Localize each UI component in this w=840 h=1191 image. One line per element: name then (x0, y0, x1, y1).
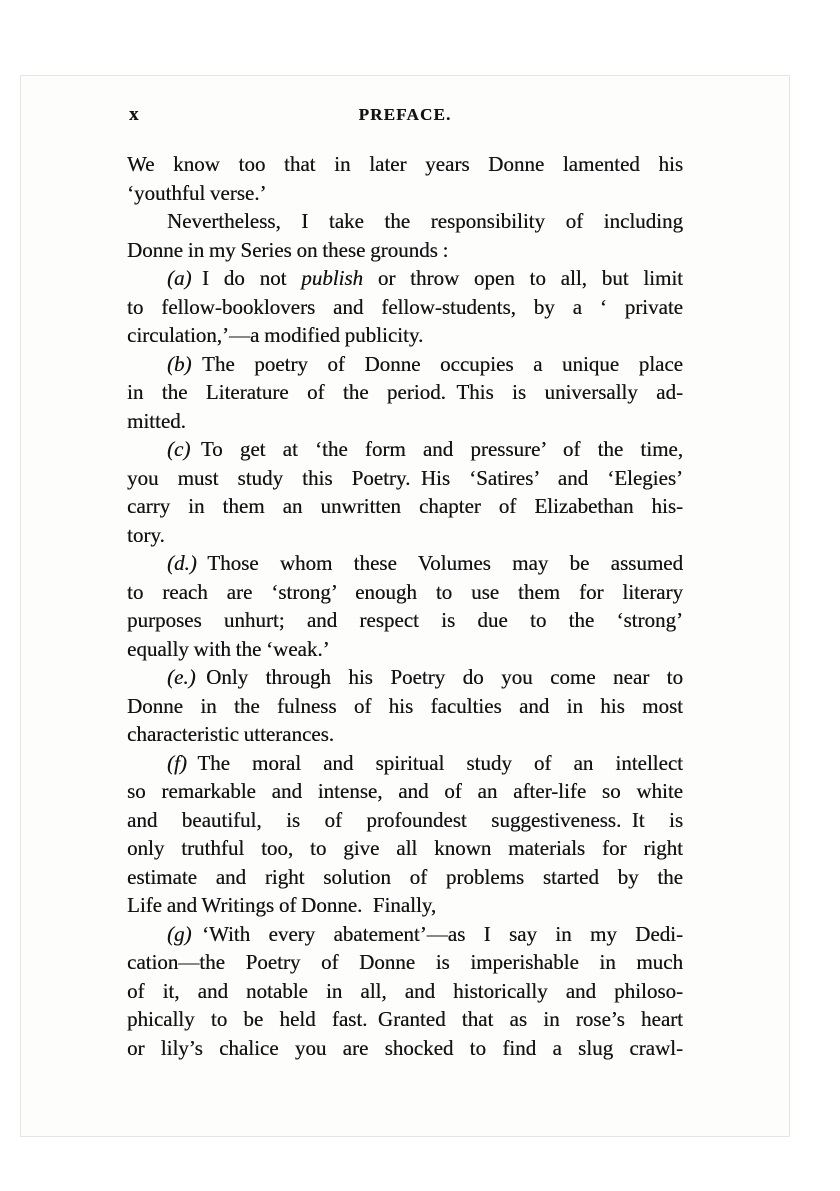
italic-text: (e.) (167, 665, 196, 689)
page-header (127, 104, 683, 126)
text-line (127, 806, 683, 835)
text-line (127, 150, 683, 179)
running-header-title: PREFACE. (358, 105, 452, 124)
body-text: To get at ‘the form and pressure’ of the time, (190, 437, 683, 461)
italic-text: publish (301, 266, 364, 290)
book-page-scan (20, 75, 790, 1137)
italic-text: (b) (167, 351, 192, 376)
text-line (127, 834, 683, 863)
body-text: circulation,’—a modified publicity. (127, 323, 424, 347)
text-line (127, 264, 683, 293)
body-text: estimate and right solution of problems started by the (127, 864, 683, 889)
body-text: ‘With every abatement’—as I say in my Dedi- (191, 921, 683, 946)
body-text: phically to be held fast. Granted that as in rose’s heart (127, 1007, 683, 1031)
body-text: of it, and notable in all, and historically and philoso- (127, 978, 683, 1003)
text-line (127, 863, 683, 892)
body-text: equally with the ‘weak.’ (127, 636, 330, 661)
body-text: you must study this Poetry. His ‘Satires’ and ‘Elegies’ (127, 465, 683, 490)
body-text: carry in them an unwritten chapter of Elizabethan his- (127, 494, 683, 518)
body-text: The moral and spiritual study of an intellect (186, 750, 683, 775)
body-text: or lily’s chalice you are shocked to find a slug crawl- (127, 1035, 683, 1060)
body-text: Those whom these Volumes may be assumed (196, 551, 683, 575)
text-line (127, 977, 683, 1006)
text-line (127, 749, 683, 778)
italic-text: (d.) (167, 551, 197, 575)
text-block (127, 150, 683, 1062)
body-text: or throw open to all, but limit (363, 266, 684, 290)
body-text: The poetry of Donne occupies a unique place (191, 351, 683, 376)
body-text: only truthful too, to give all known materials for right (127, 836, 683, 860)
body-text: and beautiful, is of profoundest suggestiveness. It is (127, 807, 683, 832)
text-line (127, 1005, 683, 1034)
text-line (127, 948, 683, 977)
italic-text: (c) (167, 437, 191, 461)
text-line (127, 692, 683, 721)
body-text: to reach are ‘strong’ enough to use them for literary (127, 579, 683, 604)
text-line (127, 207, 683, 236)
text-line (127, 378, 683, 407)
text-line (127, 663, 683, 692)
text-line (127, 1034, 683, 1063)
body-text: ‘youthful verse.’ (127, 180, 267, 205)
text-line (127, 492, 683, 521)
body-text: Donne in my Series on these grounds : (127, 237, 449, 262)
text-line (127, 293, 683, 322)
text-line (127, 920, 683, 949)
body-text: Donne in the fulness of his faculties and in his most (127, 693, 683, 718)
body-text: characteristic utterances. (127, 722, 335, 746)
body-text: so remarkable and intense, and of an after-life so white (127, 779, 683, 803)
text-line (127, 464, 683, 493)
text-line (127, 549, 683, 578)
page-number: x (129, 104, 139, 125)
body-text: to fellow-booklovers and fellow-students, by a ‘ private (127, 294, 683, 319)
body-text: Nevertheless, I take the responsibility of including (167, 209, 683, 233)
body-text: mitted. (127, 408, 186, 433)
body-text: I do not (191, 266, 302, 290)
text-line (127, 350, 683, 379)
italic-text: (a) (167, 266, 192, 290)
body-text: cation—the Poetry of Donne is imperishable in much (127, 950, 683, 974)
text-line (127, 777, 683, 806)
body-text: in the Literature of the period. This is universally ad- (127, 380, 683, 404)
body-text: tory. (127, 522, 165, 547)
body-text: Only through his Poetry do you come near to (195, 665, 683, 689)
text-line (127, 606, 683, 635)
text-line (127, 435, 683, 464)
italic-text: (f) (167, 750, 187, 775)
text-line (127, 578, 683, 607)
body-text: purposes unhurt; and respect is due to the ‘strong’ (127, 608, 683, 632)
italic-text: (g) (167, 921, 192, 946)
body-text: We know too that in later years Donne lamented his (127, 152, 683, 176)
body-text: Life and Writings of Donne. Finally, (127, 893, 437, 917)
